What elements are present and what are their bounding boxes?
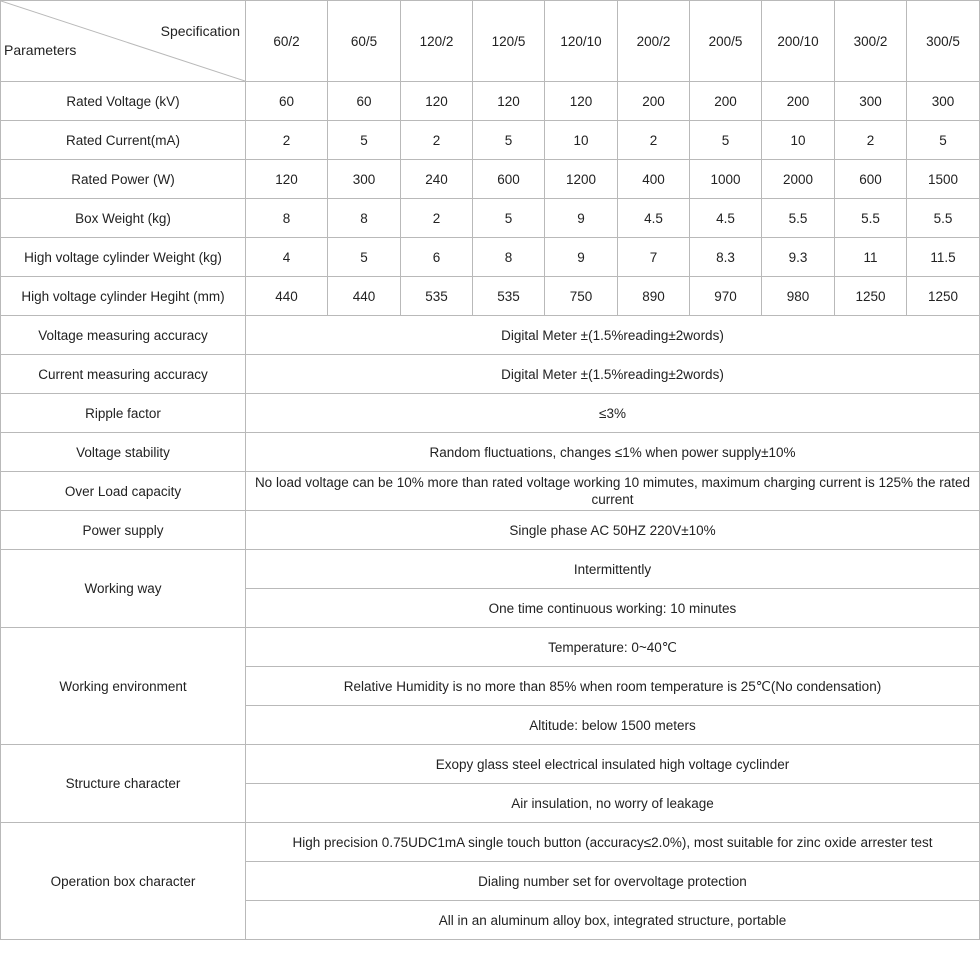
value-cell: 5.5 [835, 199, 907, 238]
value-cell: 10 [545, 121, 618, 160]
value-cell: 4.5 [618, 199, 690, 238]
merged-value-cell: Altitude: below 1500 meters [246, 706, 980, 745]
table-row [1, 199, 980, 238]
value-cell: 300 [907, 82, 980, 121]
merged-value-cell: Digital Meter ±(1.5%reading±2words) [246, 355, 980, 394]
model-header-cell: 200/5 [690, 1, 762, 82]
value-cell: 300 [328, 160, 401, 199]
value-cell: 970 [690, 277, 762, 316]
parameter-label-cell: Operation box character [1, 823, 246, 940]
parameter-label-cell: Box Weight (kg) [1, 199, 246, 238]
value-cell: 240 [401, 160, 473, 199]
model-header-cell: 300/5 [907, 1, 980, 82]
parameter-label-cell: Working way [1, 550, 246, 628]
parameter-label-cell: Rated Power (W) [1, 160, 246, 199]
merged-value-cell: One time continuous working: 10 minutes [246, 589, 980, 628]
parameter-label-cell: Current measuring accuracy [1, 355, 246, 394]
value-cell: 600 [835, 160, 907, 199]
value-cell: 535 [401, 277, 473, 316]
table-row [1, 628, 980, 667]
value-cell: 5 [473, 199, 545, 238]
merged-value-cell: Single phase AC 50HZ 220V±10% [246, 511, 980, 550]
value-cell: 4 [246, 238, 328, 277]
value-cell: 120 [246, 160, 328, 199]
table-row [1, 121, 980, 160]
table-row [1, 823, 980, 862]
model-header-cell: 300/2 [835, 1, 907, 82]
merged-value-cell: High precision 0.75UDC1mA single touch button (accuracy≤2.0%), most suitable for zinc oxide arrester test [246, 823, 980, 862]
value-cell: 60 [328, 82, 401, 121]
value-cell: 8 [246, 199, 328, 238]
table-row [1, 472, 980, 511]
value-cell: 5 [328, 238, 401, 277]
value-cell: 9 [545, 199, 618, 238]
parameter-label-cell: Ripple factor [1, 394, 246, 433]
value-cell: 8 [328, 199, 401, 238]
table-row [1, 316, 980, 355]
value-cell: 2 [401, 199, 473, 238]
table-row [1, 238, 980, 277]
model-header-cell: 120/2 [401, 1, 473, 82]
value-cell: 1200 [545, 160, 618, 199]
table-row [1, 394, 980, 433]
value-cell: 2000 [762, 160, 835, 199]
value-cell: 120 [473, 82, 545, 121]
value-cell: 5 [328, 121, 401, 160]
diagonal-divider [1, 1, 245, 81]
corner-cell [1, 1, 246, 82]
value-cell: 2 [246, 121, 328, 160]
value-cell: 1000 [690, 160, 762, 199]
model-header-cell: 60/5 [328, 1, 401, 82]
value-cell: 400 [618, 160, 690, 199]
value-cell: 300 [835, 82, 907, 121]
value-cell: 120 [401, 82, 473, 121]
model-header-cell: 120/5 [473, 1, 545, 82]
model-header-cell: 200/2 [618, 1, 690, 82]
value-cell: 890 [618, 277, 690, 316]
table-row [1, 82, 980, 121]
header-row [1, 1, 980, 82]
merged-value-cell: Dialing number set for overvoltage protection [246, 862, 980, 901]
model-header-cell: 200/10 [762, 1, 835, 82]
value-cell: 2 [835, 121, 907, 160]
merged-value-cell: Air insulation, no worry of leakage [246, 784, 980, 823]
value-cell: 5 [907, 121, 980, 160]
parameter-label-cell: Over Load capacity [1, 472, 246, 511]
parameter-label-cell: Voltage stability [1, 433, 246, 472]
value-cell: 440 [246, 277, 328, 316]
parameter-label-cell: Voltage measuring accuracy [1, 316, 246, 355]
value-cell: 2 [401, 121, 473, 160]
model-header-cell: 60/2 [246, 1, 328, 82]
value-cell: 200 [762, 82, 835, 121]
value-cell: 7 [618, 238, 690, 277]
value-cell: 6 [401, 238, 473, 277]
parameter-label-cell: Working environment [1, 628, 246, 745]
value-cell: 11 [835, 238, 907, 277]
merged-value-cell: Random fluctuations, changes ≤1% when power supply±10% [246, 433, 980, 472]
parameter-label-cell: Power supply [1, 511, 246, 550]
value-cell: 1250 [835, 277, 907, 316]
value-cell: 4.5 [690, 199, 762, 238]
parameter-label-cell: Structure character [1, 745, 246, 823]
table-row [1, 745, 980, 784]
value-cell: 9.3 [762, 238, 835, 277]
table-row [1, 277, 980, 316]
value-cell: 10 [762, 121, 835, 160]
value-cell: 535 [473, 277, 545, 316]
table-row [1, 511, 980, 550]
merged-value-cell: Digital Meter ±(1.5%reading±2words) [246, 316, 980, 355]
parameters-label: Parameters [4, 42, 77, 58]
table-row [1, 433, 980, 472]
value-cell: 8.3 [690, 238, 762, 277]
table-row [1, 160, 980, 199]
value-cell: 2 [618, 121, 690, 160]
specification-label: Specification [160, 23, 240, 39]
value-cell: 1500 [907, 160, 980, 199]
value-cell: 980 [762, 277, 835, 316]
value-cell: 5 [473, 121, 545, 160]
value-cell: 9 [545, 238, 618, 277]
value-cell: 200 [618, 82, 690, 121]
parameter-label-cell: High voltage cylinder Weight (kg) [1, 238, 246, 277]
merged-value-cell: All in an aluminum alloy box, integrated structure, portable [246, 901, 980, 940]
value-cell: 750 [545, 277, 618, 316]
value-cell: 5.5 [762, 199, 835, 238]
value-cell: 200 [690, 82, 762, 121]
parameter-label-cell: Rated Current(mA) [1, 121, 246, 160]
merged-value-cell: Intermittently [246, 550, 980, 589]
merged-value-cell: Exopy glass steel electrical insulated high voltage cyclinder [246, 745, 980, 784]
table-row [1, 355, 980, 394]
merged-value-cell: Relative Humidity is no more than 85% when room temperature is 25℃(No condensation) [246, 667, 980, 706]
merged-value-cell: Temperature: 0~40℃ [246, 628, 980, 667]
value-cell: 1250 [907, 277, 980, 316]
value-cell: 440 [328, 277, 401, 316]
value-cell: 120 [545, 82, 618, 121]
value-cell: 60 [246, 82, 328, 121]
value-cell: 5.5 [907, 199, 980, 238]
merged-value-cell: ≤3% [246, 394, 980, 433]
parameter-label-cell: High voltage cylinder Hegiht (mm) [1, 277, 246, 316]
value-cell: 600 [473, 160, 545, 199]
value-cell: 11.5 [907, 238, 980, 277]
model-header-cell: 120/10 [545, 1, 618, 82]
table-row [1, 550, 980, 589]
parameter-label-cell: Rated Voltage (kV) [1, 82, 246, 121]
value-cell: 8 [473, 238, 545, 277]
value-cell: 5 [690, 121, 762, 160]
merged-value-cell: No load voltage can be 10% more than rated voltage working 10 mimutes, maximum charging current is 125% the rated current [246, 472, 980, 511]
